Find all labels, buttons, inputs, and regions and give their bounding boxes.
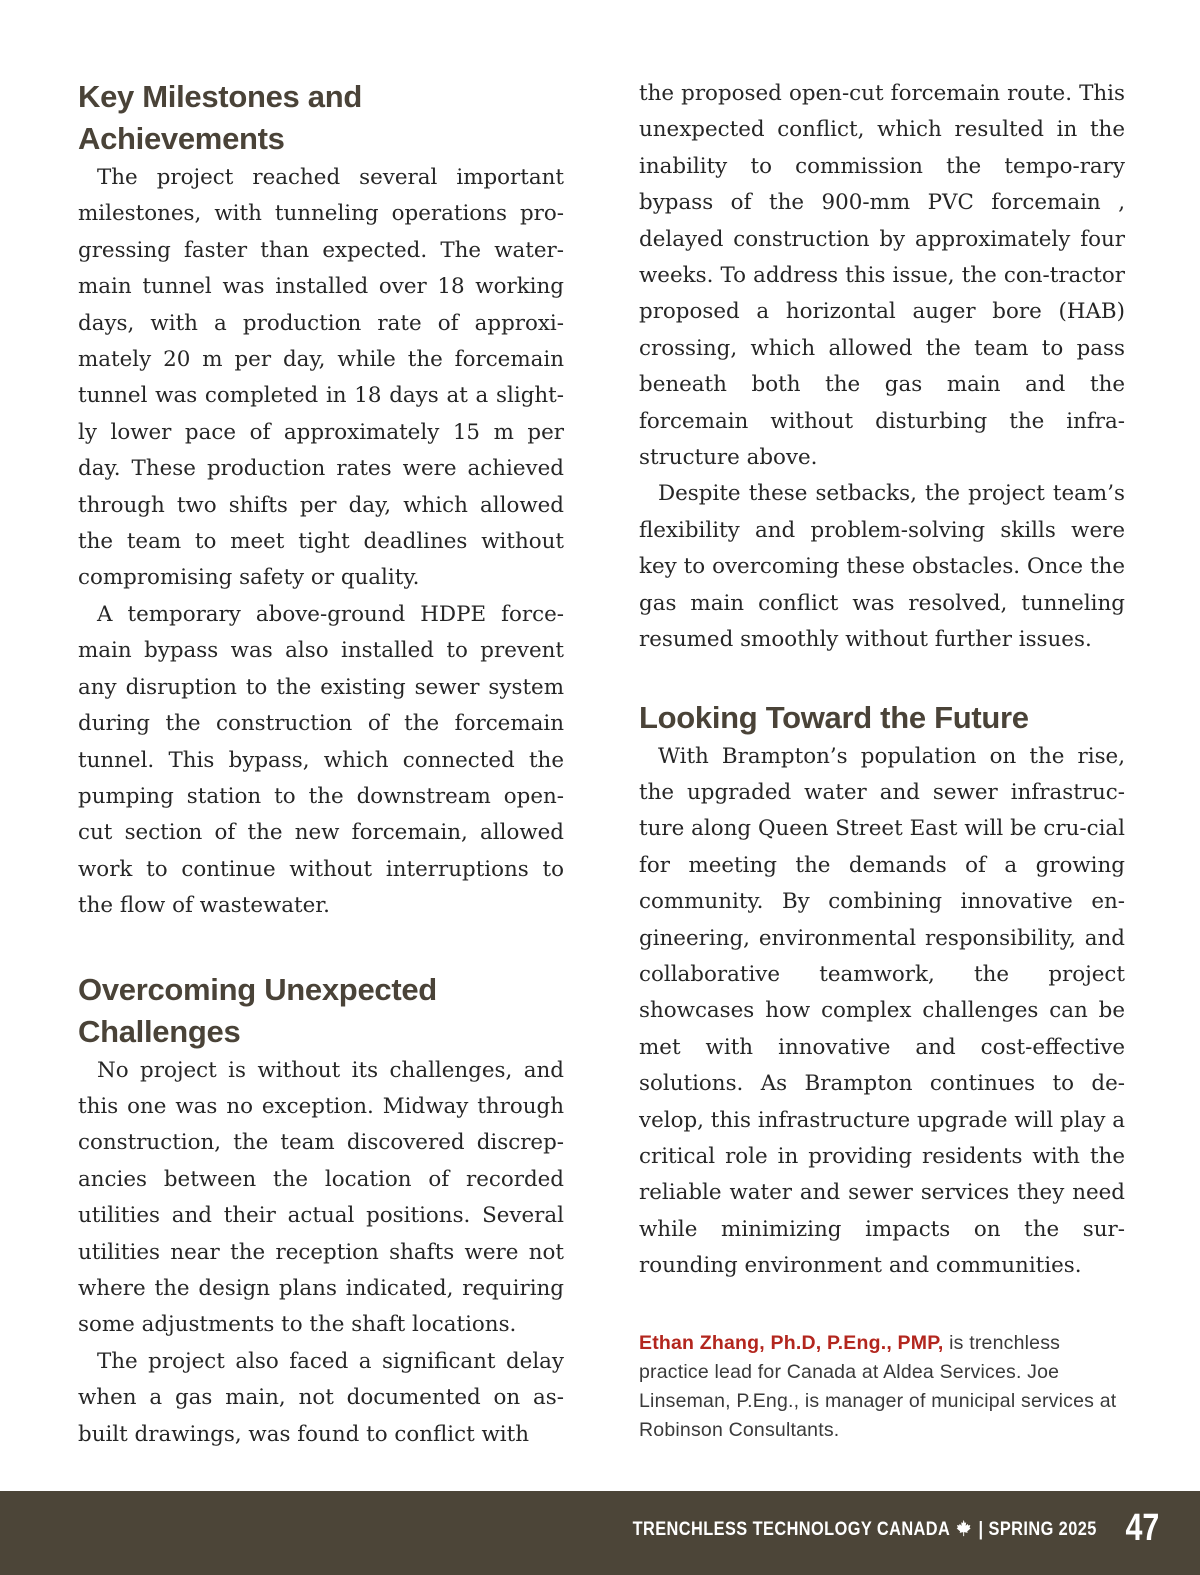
publication-name: TRENCHLESS TECHNOLOGY CANADA xyxy=(632,1519,950,1540)
left-column xyxy=(78,76,564,1453)
paragraph: The project reached several important milestones, with tunneling operations pro-gressing faster than expected. The water-main tunnel was installed over 18 working days, with a production rate of approxi-mately 20 m per day, while the forcemain tunnel was completed in 18 days at a slight-ly lower pace of approximately 15 m per day. These production rates were achieved through two shifts per day, which allowed the team to meet tight deadlines without compromising safety or quality. xyxy=(78,165,564,591)
page-number: 47 xyxy=(1125,1507,1159,1549)
paragraph: With Brampton’s population on the rise, the upgraded water and sewer infrastruc-ture along Queen Street East will be cru-cial for meeting the demands of a growing community. By combining innovative en-gineering, environmental responsibility, and collaborative teamwork, the project showcases how complex challenges can be met with innovative and cost-effective solutions. As Brampton continues to de-velop, this infrastructure upgrade will play a critical role in providing residents with the reliable water and sewer services they need while minimizing impacts on the sur-rounding environment and communities. xyxy=(639,743,1125,1279)
right-column xyxy=(639,76,1125,1445)
paragraph: the proposed open-cut forcemain route. This unexpected conflict, which resulted in the inability to commission the tempo-rary bypass of the 900-mm PVC forcemain , delayed construction by approximately four weeks. To address this issue, the con-tractor proposed a horizontal auger bore (HAB) crossing, which allowed the team to pass beneath both the gas main and the forcemain without disturbing the infra-structure above. xyxy=(639,81,1125,471)
author-bio xyxy=(639,1329,1125,1445)
maple-leaf-icon xyxy=(957,1519,972,1541)
heading-key-milestones: Key Milestones and Achievements xyxy=(78,79,363,156)
paragraph: The project also faced a significant delay when a gas main, not documented on as-built drawings, was found to conflict with xyxy=(78,1348,564,1447)
heading-overcoming-challenges: Overcoming Unexpected Challenges xyxy=(78,971,437,1049)
footer-publication-line xyxy=(633,1519,1097,1541)
issue-date: SPRING 2025 xyxy=(988,1519,1097,1540)
paragraph: No project is without its challenges, and this one was no exception. Midway through construction, the team discovered discrep-ancies between the location of recorded utilities and their actual positions. Several utilities near the reception shafts were not where the design plans indicated, requiring some adjustments to the shaft locations. xyxy=(78,1057,564,1338)
author-name: Ethan Zhang, Ph.D, P.Eng., PMP, xyxy=(639,1331,944,1354)
heading-looking-toward-future: Looking Toward the Future xyxy=(639,699,1029,735)
paragraph: A temporary above-ground HDPE force-main bypass was also installed to prevent any disruption to the existing sewer system during the construction of the forcemain tunnel. This bypass, which connected the pumping station to the downstream open-cut section of the new forcemain, allowed work to continue without interruptions to the flow of wastewater. xyxy=(78,601,564,919)
footer-separator: | xyxy=(978,1519,984,1540)
paragraph: Despite these setbacks, the project team’s flexibility and problem-solving skills were key to overcoming these obstacles. Once the gas main conflict was resolved, tunneling resumed smoothly without further issues. xyxy=(639,481,1125,653)
page-footer xyxy=(0,1491,1200,1575)
author-bio-text: is trenchless practice lead for Canada at Aldea Services. Joe Linseman, P.Eng., is manager of municipal services at Robinson Consultants. xyxy=(639,1331,1117,1441)
